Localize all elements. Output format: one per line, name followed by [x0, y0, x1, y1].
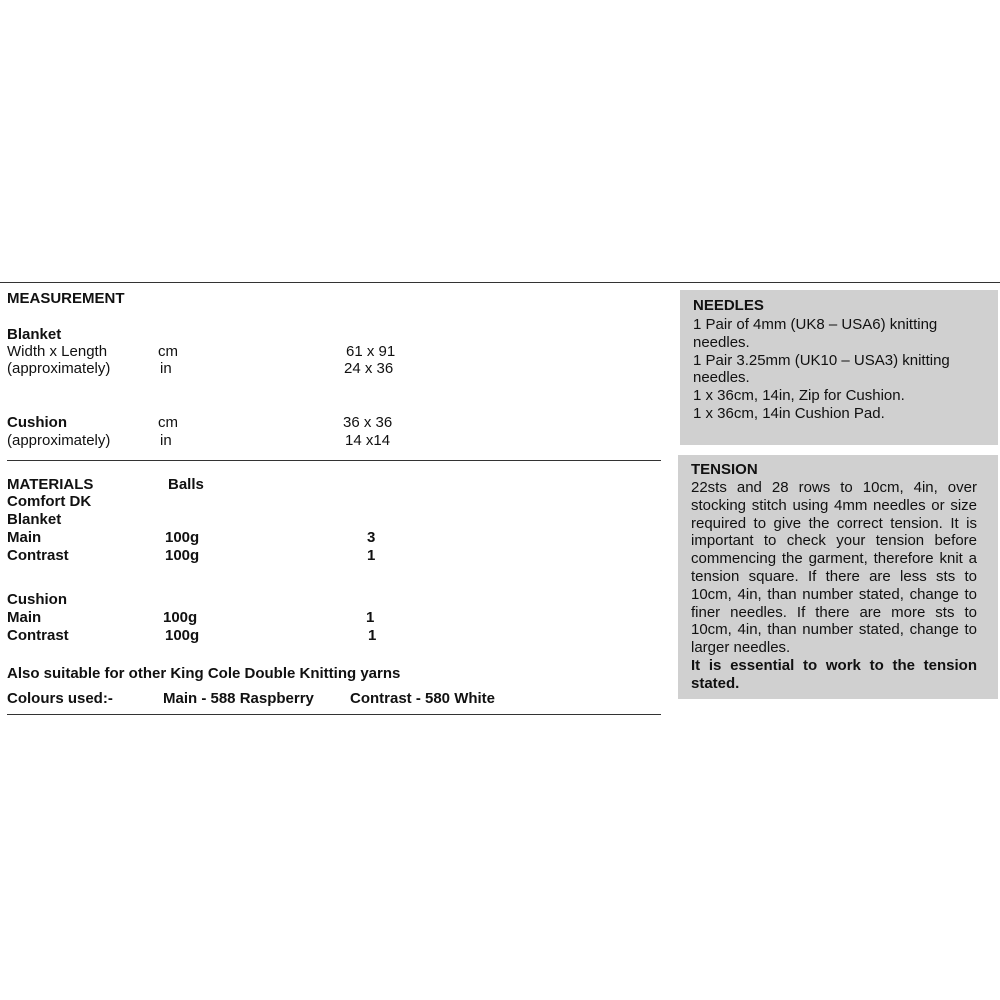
also-suitable-note: Also suitable for other King Cole Double Knitting yarns [7, 665, 401, 682]
cushion-in-unit: in [160, 432, 172, 449]
balls-label: Balls [168, 476, 204, 493]
colour-contrast: Contrast - 580 White [350, 690, 496, 707]
materials-cushion-label: Cushion [7, 591, 67, 608]
blanket-dim-label: Width x Length [7, 343, 108, 360]
tension-line: 10cm, 4in, than number stated, change to [691, 621, 977, 639]
needles-text [693, 316, 950, 423]
tension-essential-line: stated. [691, 674, 740, 692]
materials-bottom-rule [7, 714, 661, 715]
colours-label: Colours used:- [7, 690, 113, 707]
tension-line: stocking stitch using 4mm needles or size [691, 496, 977, 514]
needles-heading: NEEDLES [693, 297, 764, 314]
tension-line: larger needles. [691, 639, 791, 657]
tension-line: tension square. If there are less sts to [691, 567, 977, 585]
cushion-main-qty: 1 [366, 609, 375, 626]
cushion-contrast-qty: 1 [368, 627, 377, 644]
tension-line: required to give the correct tension. It is [691, 514, 977, 532]
cushion-label: Cushion [7, 414, 67, 431]
materials-blanket-label: Blanket [7, 511, 62, 528]
blanket-main-qty: 3 [367, 529, 376, 546]
blanket-main-weight: 100g [165, 529, 200, 546]
needles-line: 1 x 36cm, 14in Cushion Pad. [693, 404, 885, 422]
tension-line: important to check your tension before [691, 532, 977, 550]
tension-text [691, 479, 977, 693]
tension-line: 10cm, 4in, than number stated, change to [691, 585, 977, 603]
cushion-in-value: 14 x14 [345, 432, 391, 449]
top-rule [0, 282, 1000, 283]
measurement-heading: MEASUREMENT [7, 290, 125, 307]
needles-line: needles. [693, 333, 750, 351]
blanket-in-value: 24 x 36 [344, 360, 394, 377]
blanket-approx-label: (approximately) [7, 360, 111, 377]
needles-line: 1 Pair of 4mm (UK8 – USA6) knitting [693, 316, 938, 333]
blanket-contrast-qty: 1 [367, 547, 376, 564]
colour-main: Main - 588 Raspberry [163, 690, 314, 707]
yarn-name: Comfort DK [7, 493, 92, 510]
cushion-main-weight: 100g [163, 609, 198, 626]
needles-line: needles. [693, 369, 750, 387]
tension-line: finer needles. If there are more sts to [691, 603, 977, 621]
cushion-cm-value: 36 x 36 [343, 414, 393, 431]
tension-heading: TENSION [691, 461, 758, 478]
blanket-label: Blanket [7, 326, 62, 343]
tension-line: 22sts and 28 rows to 10cm, 4in, over [691, 479, 977, 496]
blanket-cm-value: 61 x 91 [346, 343, 396, 360]
cushion-approx-label: (approximately) [7, 432, 111, 449]
cushion-cm-unit: cm [158, 414, 178, 431]
blanket-cm-unit: cm [158, 343, 178, 360]
tension-line: commencing the garment, therefore knit a [691, 550, 977, 568]
tension-box [678, 455, 998, 699]
blanket-in-unit: in [160, 360, 172, 377]
needles-line: 1 x 36cm, 14in, Zip for Cushion. [693, 387, 905, 405]
cushion-contrast-label: Contrast [7, 627, 69, 644]
measurement-divider [7, 460, 661, 461]
blanket-contrast-weight: 100g [165, 547, 200, 564]
blanket-contrast-label: Contrast [7, 547, 69, 564]
needles-box [680, 290, 998, 445]
cushion-main-label: Main [7, 609, 42, 626]
tension-essential-line: It is essential to work to the tension [691, 656, 977, 674]
needles-line: 1 Pair 3.25mm (UK10 – USA3) knitting [693, 351, 950, 369]
materials-heading: MATERIALS [7, 476, 94, 493]
blanket-main-label: Main [7, 529, 42, 546]
cushion-contrast-weight: 100g [165, 627, 200, 644]
